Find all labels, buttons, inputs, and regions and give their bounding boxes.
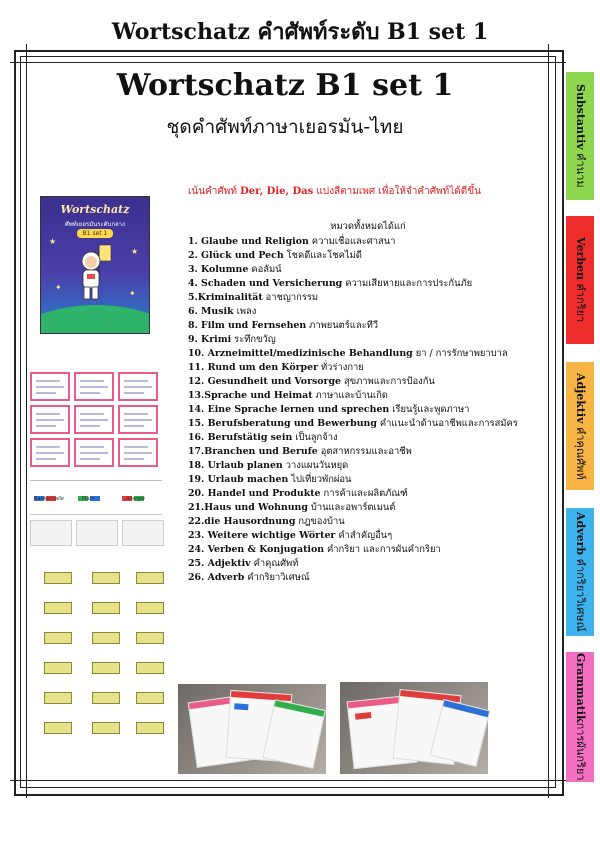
toc-item bbox=[188, 361, 548, 375]
toc-item bbox=[188, 529, 548, 543]
planet-graphic bbox=[40, 305, 150, 334]
flashcard-thumbnail bbox=[30, 372, 70, 401]
toc-item-de: 24. Verben & Konjugation bbox=[188, 544, 325, 555]
toc-item-th: อาชญากรรม bbox=[262, 292, 319, 303]
toc-item-th: ระทึกขวัญ bbox=[231, 334, 276, 345]
toc-item bbox=[188, 515, 548, 529]
toc-item bbox=[188, 389, 548, 403]
toc-item bbox=[188, 571, 548, 585]
toc-item bbox=[188, 347, 548, 361]
photo-card bbox=[262, 699, 325, 769]
star-icon: ✦ bbox=[55, 283, 62, 292]
main-title: Wortschatz B1 set 1 bbox=[116, 68, 454, 103]
toc-item-th: ความเชื่อและศาสนา bbox=[308, 236, 396, 247]
toc-item-de: 25. Adjektiv bbox=[188, 558, 251, 569]
toc-item-de: 22.die Hausordnung bbox=[188, 516, 296, 527]
toc-item bbox=[188, 291, 548, 305]
tab-grammatik bbox=[566, 652, 594, 782]
toc-item-de: 11. Rund um den Körper bbox=[188, 362, 319, 373]
toc-item-de: 19. Urlaub machen bbox=[188, 474, 289, 485]
toc-item-de: 1. Glaube und Religion bbox=[188, 236, 309, 247]
intro-text bbox=[188, 184, 548, 199]
toc-item-th: คำแนะนำด้านอาชีพและการสมัคร bbox=[376, 418, 518, 429]
toc-item-th: ไปเที่ยวพักผ่อน bbox=[288, 474, 352, 485]
cover-subtitle: ศัพท์เยอรมันระดับกลาง bbox=[65, 221, 125, 228]
color-swatches bbox=[78, 486, 102, 492]
flashcard-thumbnail bbox=[30, 405, 70, 434]
toc-item-de: 4. Schaden und Versicherung bbox=[188, 278, 343, 289]
toc-item bbox=[188, 557, 548, 571]
toc-item-th: คำสำคัญอื่นๆ bbox=[335, 530, 393, 541]
flashcard-thumbnail bbox=[118, 405, 158, 434]
frame-line-top bbox=[10, 62, 566, 63]
toc-item-th: คำคุณศัพท์ bbox=[250, 558, 299, 569]
word-card-thumbnail bbox=[92, 662, 120, 674]
tab-label-de: Grammatik bbox=[574, 653, 587, 723]
toc-item bbox=[188, 459, 548, 473]
word-card-thumbnail bbox=[136, 572, 164, 584]
toc-item-de: 17.Branchen und Berufe bbox=[188, 446, 318, 457]
toc-item-de: 23. Weitere wichtige Wörter bbox=[188, 530, 336, 541]
word-card-thumbnail bbox=[44, 662, 72, 674]
toc-item-th: ความเสียหายและการประกันภัย bbox=[342, 278, 473, 289]
toc-item-de: 13.Sprache und Heimat bbox=[188, 390, 313, 401]
toc-item bbox=[188, 319, 548, 333]
product-photo-2 bbox=[340, 682, 488, 774]
word-card-thumbnail bbox=[44, 572, 72, 584]
toc-item-de: 26. Adverb bbox=[188, 572, 245, 583]
worksheet-word: Allergie bbox=[126, 496, 145, 502]
worksheet-word: Marn bbox=[82, 496, 95, 502]
tab-label-de: Substantiv bbox=[574, 84, 587, 150]
product-photo-1 bbox=[178, 684, 326, 774]
toc-item-th: ทั่วร่างกาย bbox=[318, 362, 364, 373]
tab-label-th: คำคุณศัพท์ bbox=[574, 423, 587, 480]
toc-item-de: 9. Krimi bbox=[188, 334, 232, 345]
toc-item bbox=[188, 249, 548, 263]
tab-label-de: Verben bbox=[574, 237, 587, 281]
toc-item-de: 21.Haus und Wohnung bbox=[188, 502, 308, 513]
toc-item-th: ภาษาและบ้านเกิด bbox=[312, 390, 388, 401]
worksheet-table-thumbnail bbox=[76, 520, 118, 546]
toc-item-th: เพลง bbox=[233, 306, 257, 317]
tab-adjektiv bbox=[566, 362, 594, 490]
cover-title: Wortschatz bbox=[60, 203, 130, 216]
tab-label-th: คำกริยา bbox=[574, 280, 587, 323]
toc-item-th: วางแผนวันหยุด bbox=[282, 460, 349, 471]
toc-item-de: 8. Film und Fernsehen bbox=[188, 320, 307, 331]
toc-item-th: คำกริยา และการผันคำกริยา bbox=[324, 544, 441, 555]
intro-prefix: เน้นคำศัพท์ bbox=[188, 186, 241, 197]
toc-item bbox=[188, 375, 548, 389]
word-card-thumbnail bbox=[92, 632, 120, 644]
flashcard-thumbnail bbox=[118, 372, 158, 401]
tab-label-th: คำนาม bbox=[574, 149, 587, 188]
word-card-thumbnail bbox=[136, 692, 164, 704]
toc-item-th: กฎของบ้าน bbox=[295, 516, 345, 527]
toc-item bbox=[188, 543, 548, 557]
toc-item-th: โชคดีและโชคไม่ดี bbox=[283, 250, 362, 261]
page-header-title: Wortschatz คำศัพท์ระดับ B1 set 1 bbox=[111, 19, 489, 45]
toc-item-de: 15. Berufsberatung und Bewerbung bbox=[188, 418, 377, 429]
star-icon: ★ bbox=[131, 247, 139, 256]
flashcard-thumbnail bbox=[118, 438, 158, 467]
intro-suffix: แบ่งสีตามเพศ เพื่อให้จำคำศัพท์ได้ดีขึ้น bbox=[313, 186, 481, 197]
word-card-thumbnail bbox=[44, 602, 72, 614]
toc-item bbox=[188, 431, 548, 445]
toc-item-th: คำกริยาวิเศษณ์ bbox=[244, 572, 310, 583]
cover-badge: B1 set 1 bbox=[77, 229, 113, 238]
star-icon: ★ bbox=[49, 237, 57, 246]
toc-item bbox=[188, 487, 548, 501]
color-swatches bbox=[122, 486, 146, 492]
toc-item-th: เป็นลูกจ้าง bbox=[292, 432, 338, 443]
frame-line-left bbox=[26, 44, 27, 798]
worksheet-lines bbox=[30, 474, 162, 481]
toc-item-de: 2. Glück und Pech bbox=[188, 250, 284, 261]
toc-item-de: 5.Kriminalität bbox=[188, 292, 263, 303]
toc-item bbox=[188, 501, 548, 515]
toc-item-de: 3. Kolumne bbox=[188, 264, 249, 275]
intro-articles: Der, Die, Das bbox=[240, 186, 314, 197]
worksheet-table-thumbnail bbox=[122, 520, 164, 546]
word-card-thumbnail bbox=[44, 632, 72, 644]
tab-substantiv bbox=[566, 72, 594, 200]
word-card-thumbnail bbox=[92, 572, 120, 584]
toc-item-th: เรียนรู้และพูดภาษา bbox=[389, 404, 470, 415]
toc-heading: หมวดทั้งหมดได้แก่ bbox=[330, 221, 406, 232]
toc-item bbox=[188, 445, 548, 459]
book-cover-image bbox=[40, 196, 150, 334]
toc-item-de: 20. Handel und Produkte bbox=[188, 488, 321, 499]
toc-item-th: บ้านและอพาร์ตเมนต์ bbox=[307, 502, 396, 513]
tab-verben bbox=[566, 216, 594, 344]
table-of-contents bbox=[188, 220, 548, 585]
worksheet-lines bbox=[30, 508, 162, 515]
toc-item-th: การค้าและผลิตภัณฑ์ bbox=[320, 488, 408, 499]
flashcard-thumbnail bbox=[74, 405, 114, 434]
toc-item-de: 14. Eine Sprache lernen und sprechen bbox=[188, 404, 390, 415]
tab-label-de: Adverb bbox=[574, 512, 587, 556]
word-card-thumbnail bbox=[44, 722, 72, 734]
toc-item-th: ยา / การรักษาพยาบาล bbox=[412, 348, 508, 359]
flashcard-thumbnail bbox=[30, 438, 70, 467]
tab-label-de: Adjektiv bbox=[574, 372, 587, 424]
toc-item-de: 16. Berufstätig sein bbox=[188, 432, 293, 443]
worksheet-word: Bankschalle bbox=[34, 496, 64, 502]
toc-item-th: คอลัมน์ bbox=[248, 264, 282, 275]
tab-label-th: การผันกริยา bbox=[574, 722, 587, 781]
astronaut-icon bbox=[77, 241, 113, 305]
toc-item bbox=[188, 417, 548, 431]
toc-item bbox=[188, 305, 548, 319]
word-card-thumbnail bbox=[92, 722, 120, 734]
main-subtitle: ชุดคำศัพท์ภาษาเยอรมัน-ไทย bbox=[166, 116, 404, 138]
tab-label-th: คำกริยาวิเศษณ์ bbox=[574, 555, 587, 632]
toc-item-de: 6. Musik bbox=[188, 306, 234, 317]
toc-item-de: 10. Arzneimittel/medizinische Behandlung bbox=[188, 348, 413, 359]
word-card-thumbnail bbox=[136, 602, 164, 614]
word-card-thumbnail bbox=[136, 632, 164, 644]
word-card-thumbnail bbox=[44, 692, 72, 704]
word-card-thumbnail bbox=[136, 722, 164, 734]
toc-item-de: 18. Urlaub planen bbox=[188, 460, 283, 471]
word-card-thumbnail bbox=[92, 602, 120, 614]
toc-item bbox=[188, 263, 548, 277]
flashcard-thumbnail bbox=[74, 372, 114, 401]
frame-line-bottom bbox=[10, 780, 566, 781]
word-card-thumbnail bbox=[92, 692, 120, 704]
toc-item bbox=[188, 403, 548, 417]
toc-item bbox=[188, 277, 548, 291]
color-swatches bbox=[34, 486, 58, 492]
worksheet-table-thumbnail bbox=[30, 520, 72, 546]
star-icon: ✦ bbox=[129, 289, 136, 298]
flashcard-thumbnail bbox=[74, 438, 114, 467]
frame-line-right bbox=[548, 44, 549, 798]
toc-item-th: อุตสาหกรรมและอาชีพ bbox=[317, 446, 412, 457]
toc-item bbox=[188, 473, 548, 487]
toc-item bbox=[188, 235, 548, 249]
toc-item bbox=[188, 333, 548, 347]
word-card-thumbnail bbox=[136, 662, 164, 674]
toc-item-th: สุขภาพและการป้องกัน bbox=[341, 376, 435, 387]
toc-item-de: 12. Gesundheit und Vorsorge bbox=[188, 376, 341, 387]
toc-item-th: ภาพยนตร์และทีวี bbox=[306, 320, 379, 331]
tab-adverb bbox=[566, 508, 594, 636]
